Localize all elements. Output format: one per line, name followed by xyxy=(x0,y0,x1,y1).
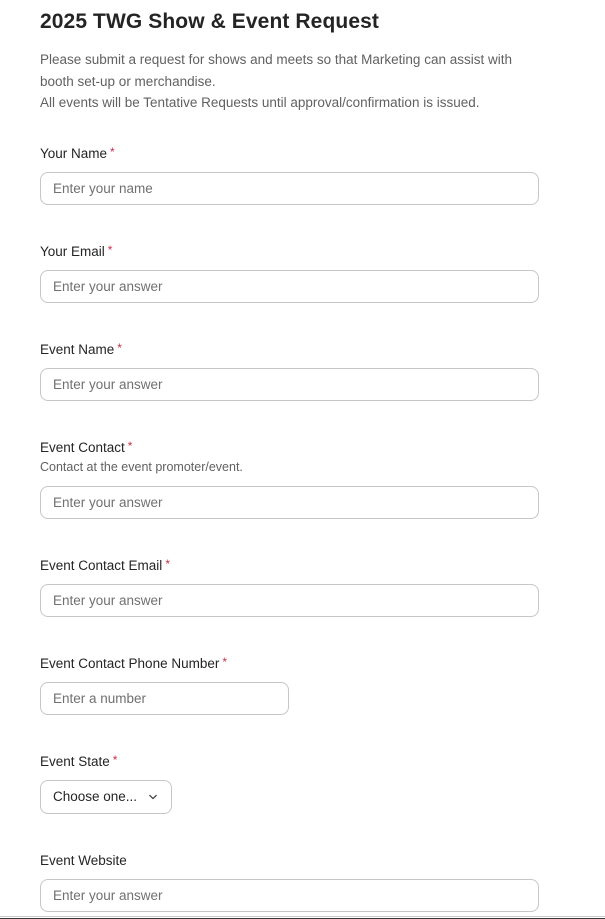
field-label xyxy=(40,242,565,261)
your-email-input[interactable] xyxy=(40,270,539,303)
required-marker: * xyxy=(107,242,113,257)
bottom-boundary-light xyxy=(0,916,605,917)
required-marker: * xyxy=(222,654,228,669)
required-marker: * xyxy=(165,556,170,571)
field-event-name xyxy=(40,340,565,401)
field-your-name xyxy=(40,144,565,205)
chevron-down-icon xyxy=(147,791,159,803)
event-name-input[interactable] xyxy=(40,368,539,401)
field-event-contact-phone xyxy=(40,654,565,715)
field-label-text: Event Contact Phone Number xyxy=(40,655,220,671)
event-contact-email-input[interactable] xyxy=(40,584,539,617)
required-marker: * xyxy=(110,144,115,159)
field-label xyxy=(40,654,565,673)
field-your-email xyxy=(40,242,565,303)
event-contact-input[interactable] xyxy=(40,486,539,519)
description-line-2: All events will be Tentative Requests until approval/confirmation is issued. xyxy=(40,95,480,110)
form-description xyxy=(40,49,542,114)
field-event-contact xyxy=(40,438,565,519)
field-label xyxy=(40,556,565,575)
field-label xyxy=(40,340,565,359)
field-event-state xyxy=(40,752,565,814)
required-marker: * xyxy=(112,752,118,767)
required-marker: * xyxy=(127,438,133,453)
field-sublabel: Contact at the event promoter/event. xyxy=(40,459,243,474)
field-label-text: Event Name xyxy=(40,341,115,357)
event-state-select[interactable] xyxy=(40,780,172,814)
field-label xyxy=(40,144,565,163)
field-event-website xyxy=(40,851,565,912)
field-label xyxy=(40,851,565,870)
field-label-text: Event Contact xyxy=(40,439,125,455)
field-label-text: Event State xyxy=(40,753,110,769)
description-line-1: Please submit a request for shows and meets so that Marketing can assist with booth set-up or merchandise. xyxy=(40,52,512,89)
event-contact-phone-input[interactable] xyxy=(40,682,289,715)
your-name-input[interactable] xyxy=(40,172,539,205)
event-website-input[interactable] xyxy=(40,879,539,912)
select-value: Choose one... xyxy=(53,789,138,804)
field-label-text: Event Contact Email xyxy=(40,557,163,573)
field-label-text: Event Website xyxy=(40,852,127,868)
page-title: 2025 TWG Show & Event Request xyxy=(40,10,379,33)
field-label xyxy=(40,438,565,457)
field-label-text: Your Email xyxy=(40,243,105,259)
field-event-contact-email xyxy=(40,556,565,617)
field-label-text: Your Name xyxy=(40,145,108,161)
required-marker: * xyxy=(117,340,122,355)
field-label xyxy=(40,752,565,771)
